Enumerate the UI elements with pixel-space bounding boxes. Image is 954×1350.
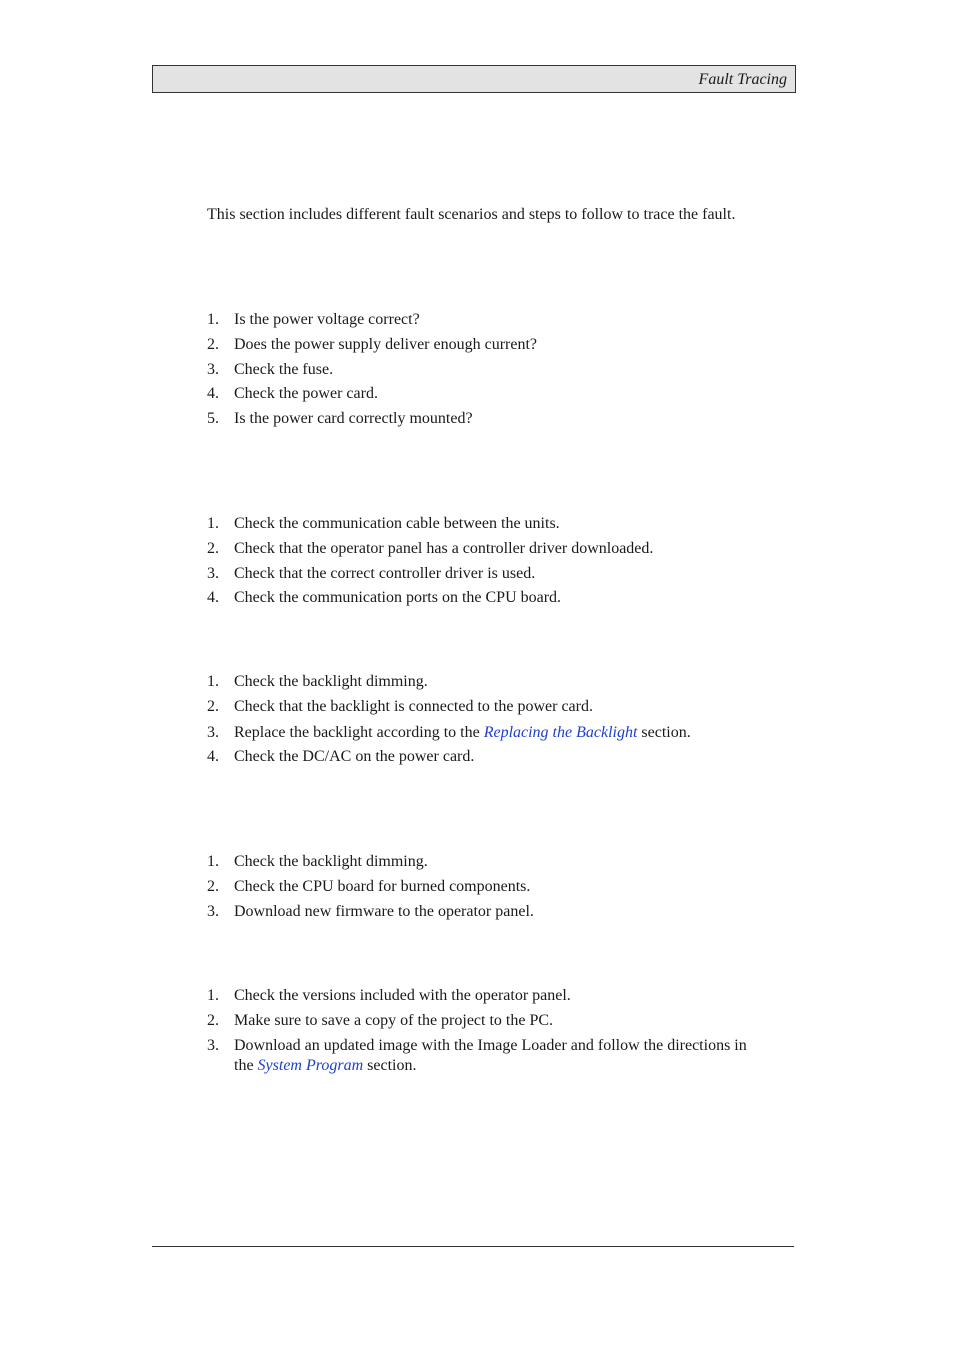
step-text: Is the power card correctly mounted? — [234, 410, 473, 427]
page-header — [152, 65, 796, 93]
step-text: Check the DC/AC on the power card. — [234, 748, 475, 765]
step-text-pre: Download an updated image with the Image Loader and follow the directions in the — [234, 1037, 747, 1074]
intro-paragraph: This section includes different fault scenarios and steps to follow to trace the fault. — [207, 206, 736, 223]
step-number: 1. — [207, 853, 219, 870]
step-text-post: section. — [637, 724, 691, 741]
step-number: 4. — [207, 589, 219, 606]
step-number: 4. — [207, 748, 219, 765]
step-text — [234, 723, 764, 743]
step-number: 2. — [207, 698, 219, 715]
step-text: Check that the correct controller driver is used. — [234, 565, 536, 582]
step-text: Make sure to save a copy of the project to the PC. — [234, 1012, 554, 1029]
step-text: Is the power voltage correct? — [234, 311, 420, 328]
system-program-link[interactable]: System Program — [257, 1057, 364, 1074]
step-number: 1. — [207, 515, 219, 532]
step-number: 5. — [207, 410, 219, 427]
step-number: 2. — [207, 1012, 219, 1029]
step-number: 2. — [207, 540, 219, 557]
step-text: Check the backlight dimming. — [234, 853, 428, 870]
step-number: 2. — [207, 878, 219, 895]
step-number: 3. — [207, 903, 219, 920]
step-text: Check the versions included with the operator panel. — [234, 987, 571, 1004]
step-number: 1. — [207, 987, 219, 1004]
step-text: Download new firmware to the operator panel. — [234, 903, 534, 920]
step-number: 3. — [207, 724, 219, 741]
step-number: 1. — [207, 311, 219, 328]
step-text — [234, 1036, 764, 1076]
step-text-pre: Replace the backlight according to the — [234, 724, 484, 741]
step-text: Check the CPU board for burned components. — [234, 878, 531, 895]
step-text: Check that the backlight is connected to the power card. — [234, 698, 593, 715]
step-number: 1. — [207, 673, 219, 690]
step-text: Check that the operator panel has a controller driver downloaded. — [234, 540, 654, 557]
step-number: 3. — [207, 565, 219, 582]
step-text: Check the backlight dimming. — [234, 673, 428, 690]
step-text-post: section. — [363, 1057, 417, 1074]
step-text: Check the communication cable between the units. — [234, 515, 560, 532]
header-title: Fault Tracing — [698, 71, 787, 88]
step-text: Does the power supply deliver enough current? — [234, 336, 538, 353]
step-text: Check the power card. — [234, 385, 378, 402]
step-text: Check the communication ports on the CPU board. — [234, 589, 562, 606]
replacing-backlight-link[interactable]: Replacing the Backlight — [483, 724, 638, 741]
step-number: 2. — [207, 336, 219, 353]
step-number: 4. — [207, 385, 219, 402]
footer-rule — [152, 1246, 794, 1247]
step-number: 3. — [207, 361, 219, 378]
step-number: 3. — [207, 1037, 219, 1054]
step-text: Check the fuse. — [234, 361, 334, 378]
